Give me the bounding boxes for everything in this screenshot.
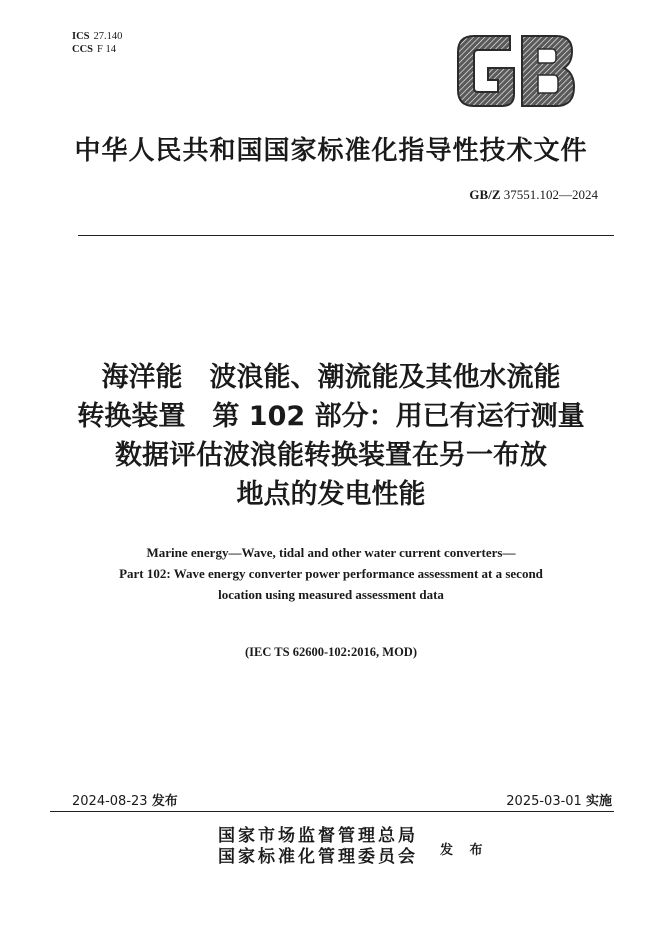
- english-title: [60, 542, 602, 605]
- iec-reference: (IEC TS 62600-102:2016, MOD): [245, 645, 417, 659]
- chinese-title-line: 地点的发电性能: [236, 479, 426, 510]
- doc-number-prefix: GB/Z: [469, 187, 501, 202]
- ccs-value: F 14: [97, 44, 116, 55]
- issuer-sac: 国家标准化管理委员会: [218, 847, 418, 867]
- ics-code: [72, 30, 126, 43]
- implementation-date: [506, 790, 612, 809]
- english-title-line: location using measured assessment data: [218, 587, 444, 602]
- header-divider: [78, 235, 614, 236]
- classification-codes: [72, 30, 126, 56]
- implementation-label: 实施: [585, 794, 612, 809]
- chinese-title-line: 数据评估波浪能转换装置在另一布放: [115, 440, 547, 471]
- english-title-line: Marine energy—Wave, tidal and other water current converters—: [146, 545, 516, 560]
- issue-label: 发布: [151, 794, 178, 809]
- chinese-title-line: 海洋能 波浪能、潮流能及其他水流能: [101, 362, 561, 393]
- implementation-date-value: 2025-03-01: [506, 794, 582, 809]
- issue-date-value: 2024-08-23: [72, 794, 148, 809]
- ccs-code: [72, 43, 126, 56]
- doc-number-value: 37551.102—2024: [503, 187, 598, 202]
- english-title-line: Part 102: Wave energy converter power performance assessment at a second: [119, 566, 543, 581]
- document-number: [469, 187, 598, 203]
- ics-label: ICS: [72, 31, 90, 42]
- document-type-title: 中华人民共和国国家标准化指导性技术文件: [74, 136, 588, 166]
- publish-label: 发 布: [440, 843, 489, 858]
- issuer-samr: 国家市场监督管理总局: [218, 826, 418, 846]
- issue-date: [72, 790, 178, 809]
- ccs-label: CCS: [72, 44, 94, 55]
- issuing-authorities: [218, 826, 418, 868]
- chinese-title: [40, 358, 622, 514]
- chinese-title-line: 转换装置 第 102 部分：用已有运行测量: [77, 401, 585, 432]
- gb-logo: [452, 30, 580, 112]
- ics-value: 27.140: [93, 31, 123, 42]
- footer-divider: [50, 811, 614, 812]
